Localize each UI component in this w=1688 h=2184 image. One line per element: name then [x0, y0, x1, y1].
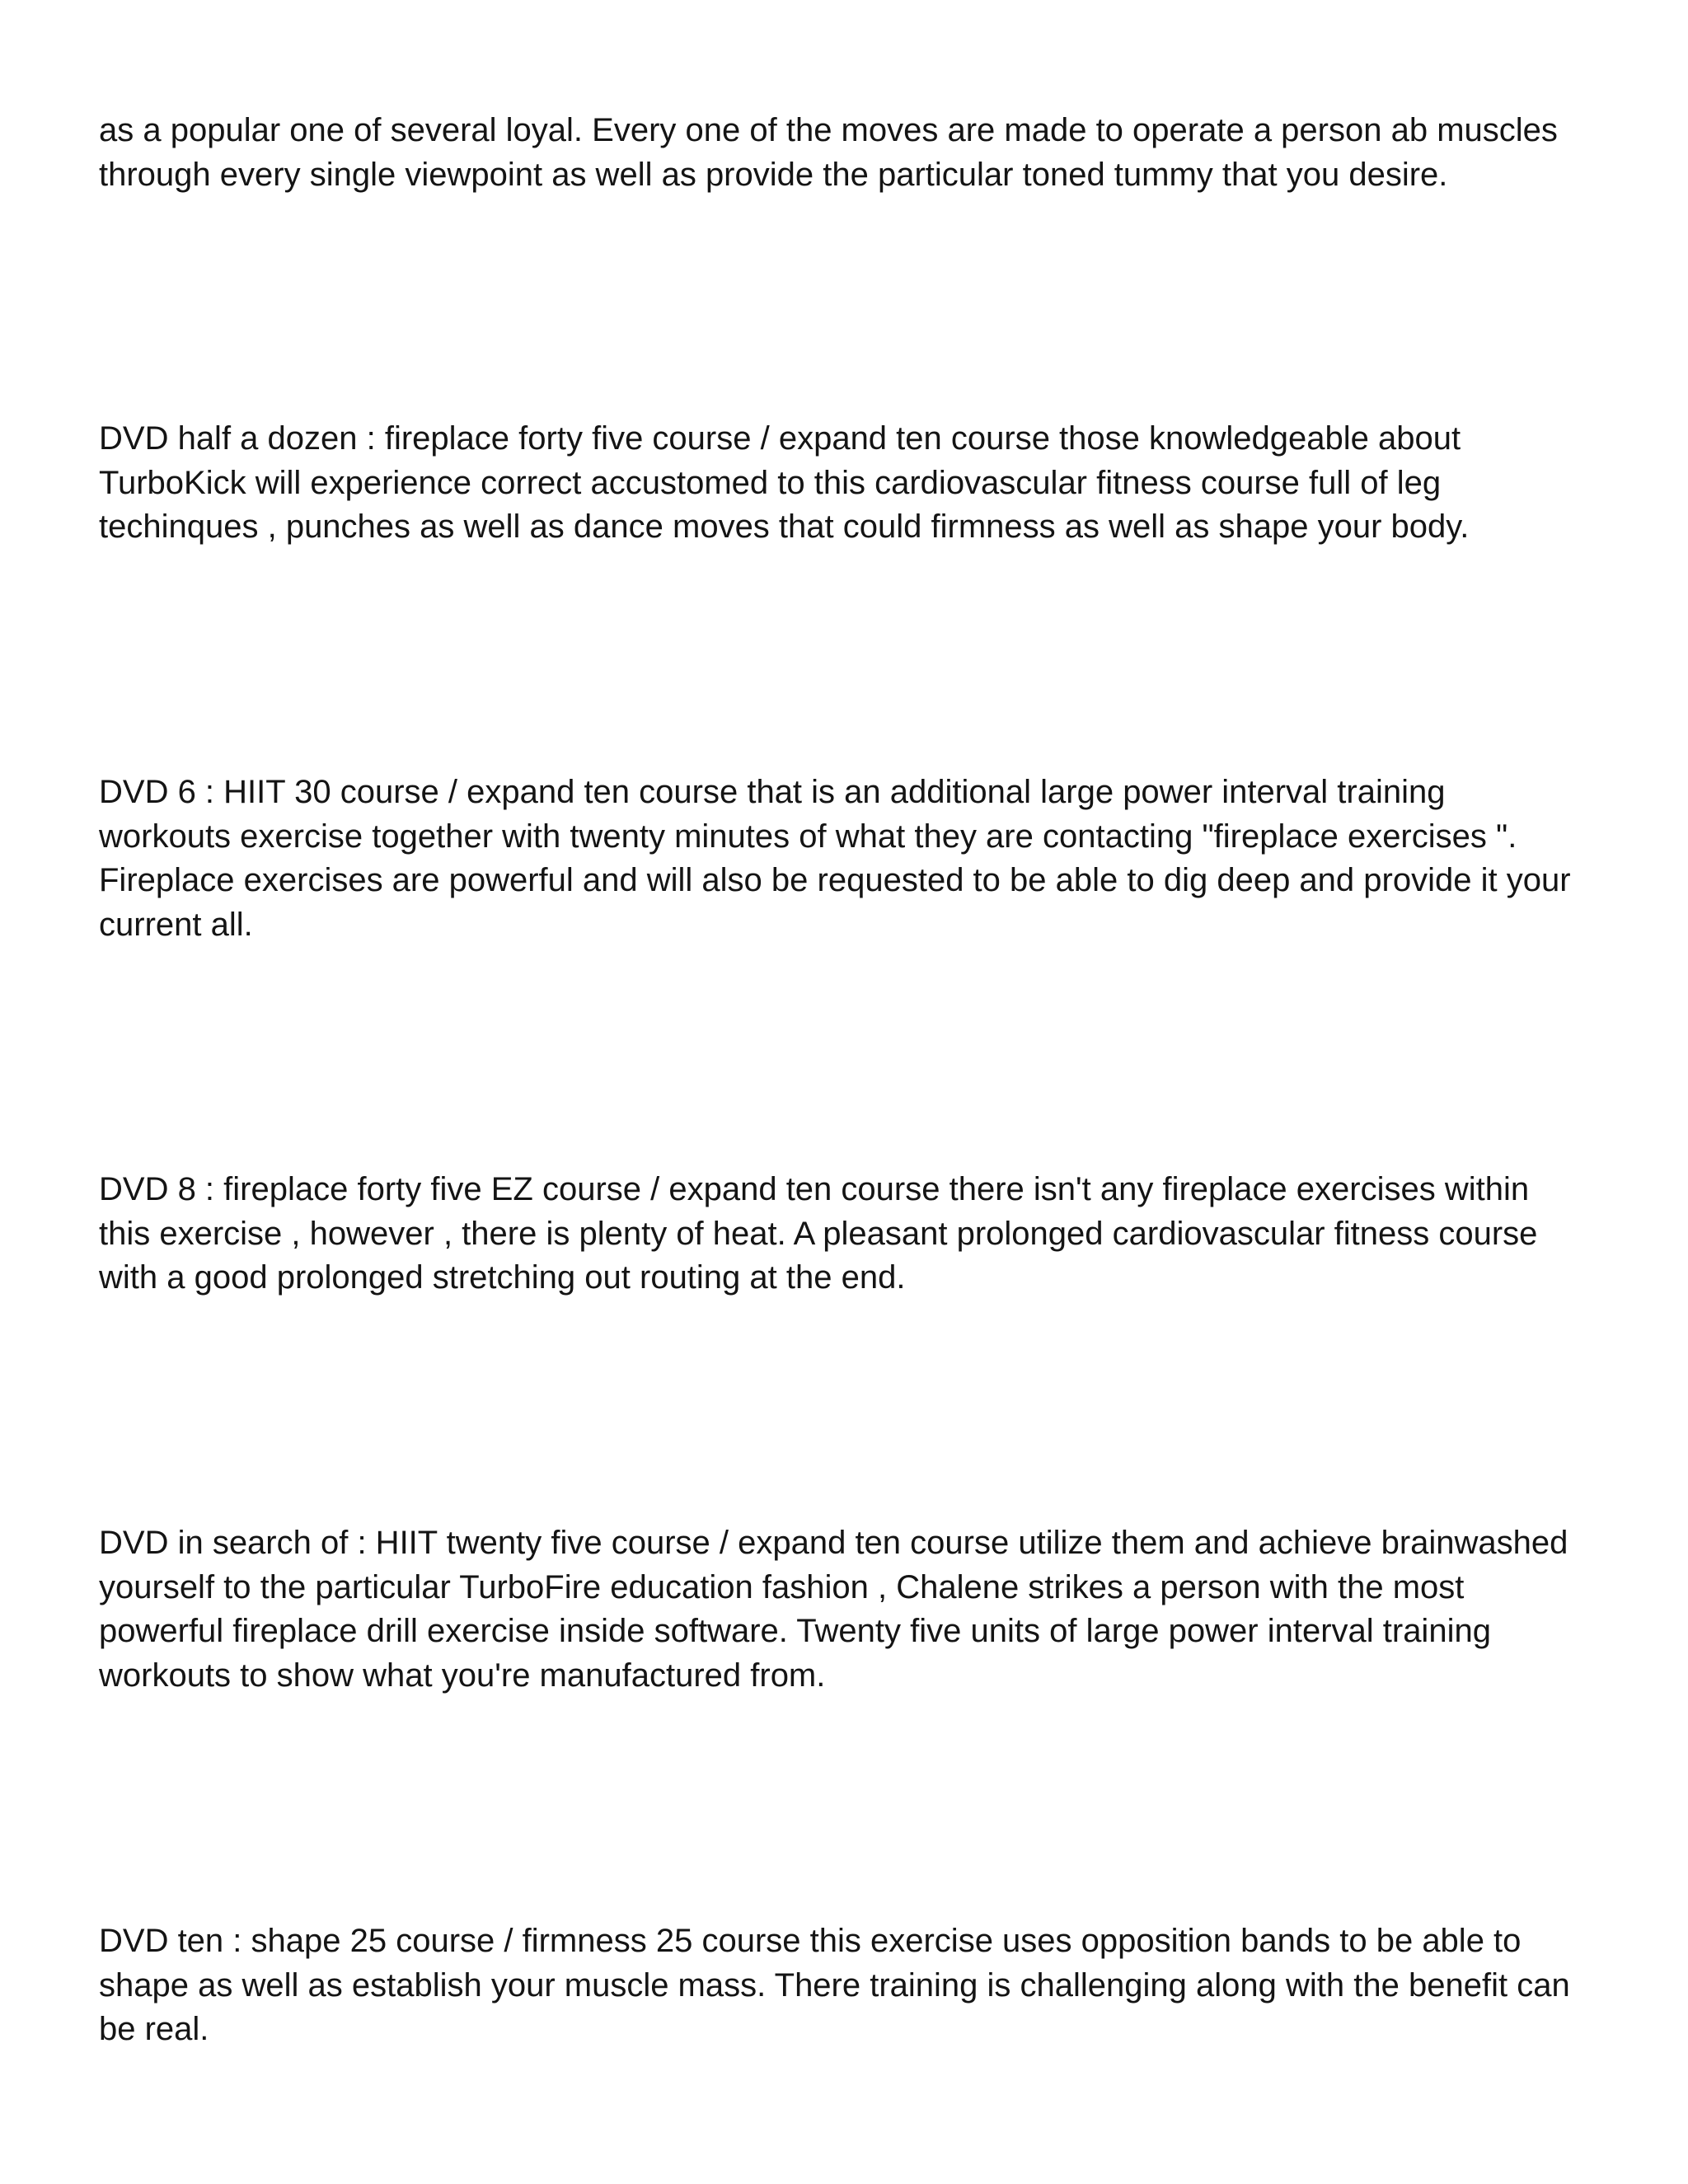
paragraph-dvd-8: DVD 8 : fireplace forty five EZ course / expand ten course there isn't any fireplace exercises within this exercise , however , there is plenty of heat. A pleasant prolonged cardiovascular fitness course with a good prolonged stretching out routing at the end.	[99, 1171, 1538, 1296]
paragraph-dvd-6: DVD 6 : HIIT 30 course / expand ten course that is an additional large power interval training workouts exercise together with twenty minutes of what they are contacting "fireplace exercises ". Fireplace exercises are powerful and will also be requested to be able to dig deep and provide it your current all.	[99, 774, 1571, 943]
paragraph-dvd-ten: DVD ten : shape 25 course / firmness 25 course this exercise uses opposition bands to be able to shape as well as establish your muscle mass. There training is challenging along with the benefit can be real.	[99, 1923, 1570, 2047]
paragraph-ab-workout: as a popular one of several loyal. Every one of the moves are made to operate a person ab muscles through every single viewpoint as well as provide the particular toned tummy that you desire.	[99, 112, 1558, 193]
paragraph-dvd-in-search-of: DVD in search of : HIIT twenty five course / expand ten course utilize them and achieve brainwashed yourself to the particular TurboFire education fashion , Chalene strikes a person with the most powerful fireplace drill exercise inside software. Twenty five units of large power interval training workouts to show what you're manufactured from.	[99, 1525, 1568, 1694]
paragraph-dvd-half-dozen: DVD half a dozen : fireplace forty five course / expand ten course those knowledgeable about TurboKick will experience correct accustomed to this cardiovascular fitness course full of leg techinques , punches as well as dance moves that could firmness as well as shape your body.	[99, 420, 1470, 545]
